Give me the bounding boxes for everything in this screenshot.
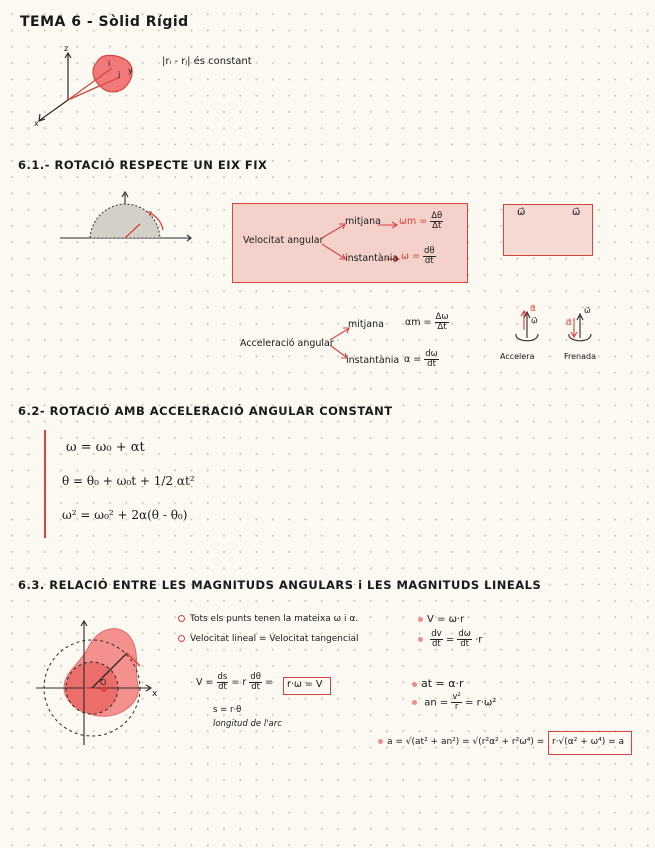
angular-accel-label: Acceleració angular (240, 338, 334, 349)
omega-symbol-down: ω⃗ (572, 207, 581, 218)
point-j-label: j (118, 70, 121, 79)
section-6-3-title: 6.3. RELACIÓ ENTRE LES MAGNITUDS ANGULARS i LES MAGNITUDS LINEALS (18, 578, 542, 592)
angular-accel-inst-formula: α = $\frac{d\omega}{dt}$ (404, 349, 438, 369)
total-acceleration-formula: a = √(at² + an²) = √(r²α² + r²ω⁴) = (378, 737, 544, 747)
angular-velocity-label: Velocitat angular (243, 235, 324, 246)
arc-length-label: longitud de l'arc (213, 719, 282, 729)
page-title: TEMA 6 - Sòlid Rígid (20, 14, 189, 30)
equation-3: ω² = ω₀² + 2α(θ - θ₀) (62, 508, 188, 522)
relation-at: at = α·r (412, 677, 464, 690)
diagram-origin-label: O (100, 678, 107, 687)
omega-symbol-frenada: ω⃗ (584, 306, 591, 315)
relation-dv: $\frac{dv}{dt}$ = $\frac{d\omega}{dt}$ ·r (418, 630, 482, 649)
equation-1: ω = ω₀ + αt (66, 440, 145, 455)
section-6-1-title: 6.1.- ROTACIÓ RESPECTE UN EIX FIX (18, 158, 268, 172)
frenada-label: Frenada (564, 352, 597, 361)
angular-velocity-inst-label: instantània (345, 253, 399, 264)
omega-symbol-up: ω⃗ (517, 207, 526, 218)
point-i-label: i (108, 59, 111, 68)
bullet-linear-velocity: Velocitat lineal = Velocitat tangencial (178, 634, 358, 644)
angular-accel-mean-label: mitjana (348, 319, 384, 330)
alpha-symbol-frenada: α⃗ (566, 318, 572, 328)
bullet-same-omega: Tots els punts tenen la mateixa ω i α. (178, 614, 358, 624)
v-result: r·ω = V (287, 679, 323, 690)
relation-v: V = ω·r (418, 614, 464, 625)
relation-an: an = $\frac{\text{v²}}{r}$ = r·ω² (412, 693, 496, 712)
alpha-symbol-accelera: α⃗ (530, 304, 536, 314)
axis-z-label: z (64, 44, 69, 53)
angular-velocity-mean-formula: ωm = $\frac{\Delta\theta}{\Delta t}$ (399, 211, 443, 231)
diagram-x-label: x (152, 689, 158, 699)
total-acceleration-result: r·√(α² + ω⁴) = a (552, 737, 625, 747)
angular-accel-inst-label: instantània (346, 355, 400, 366)
accelera-label: Accelera (500, 352, 535, 361)
angular-accel-mean-formula: αm = $\frac{\Delta\omega}{\Delta t}$ (405, 312, 449, 332)
angular-velocity-inst-formula: ω = $\frac{d\theta}{dt}$ (401, 246, 435, 266)
section-6-2-title: 6.2- ROTACIÓ AMB ACCELERACIÓ ANGULAR CONSTANT (18, 404, 393, 418)
omega-symbol-accelera: ω⃗ (531, 316, 538, 325)
angular-velocity-mean-label: mitjana (345, 216, 381, 227)
axis-x-label: x (34, 119, 39, 128)
equation-2: θ = θ₀ + ω₀t + 1/2 αt² (62, 474, 195, 488)
axis-y-label: y (128, 66, 133, 75)
rigid-relation-note: |rᵢ - rⱼ| és constant (162, 56, 252, 67)
arc-length-formula: s = r·θ (213, 705, 242, 715)
velocity-derivation: V = $\frac{ds}{dt}$ = r $\frac{d\theta}{dt}$ = (196, 672, 273, 692)
